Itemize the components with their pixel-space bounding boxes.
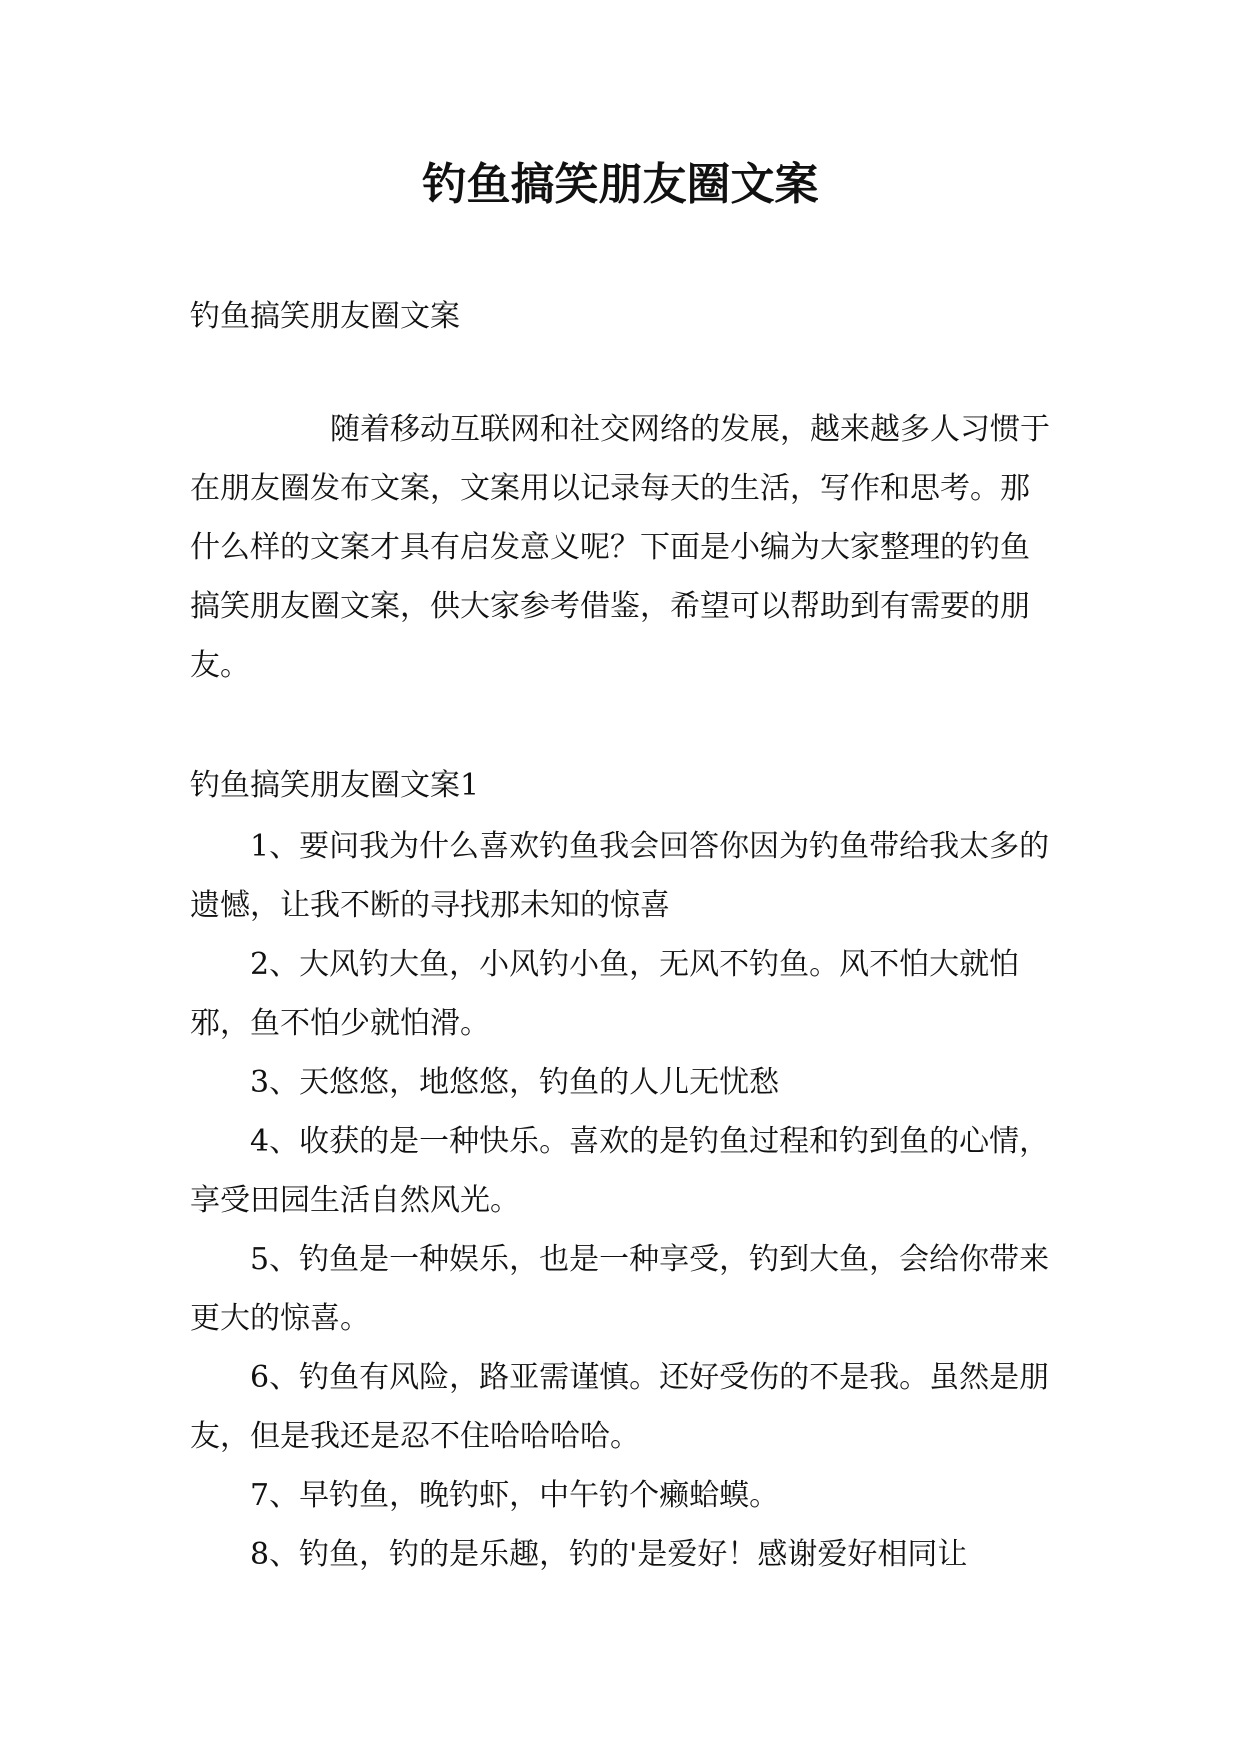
section-heading: 钓鱼搞笑朋友圈文案1 (190, 768, 480, 803)
list-item: 1、要问我为什么喜欢钓鱼我会回答你因为钓鱼带给我太多的遗憾，让我不断的寻找那未知的惊喜 (190, 829, 1050, 923)
list-item: 2、大风钓大鱼，小风钓小鱼，无风不钓鱼。风不怕大就怕邪，鱼不怕少就怕滑。 (190, 947, 1020, 1041)
list-item: 8、钓鱼，钓的是乐趣，钓的'是爱好！感谢爱好相同让 (250, 1537, 968, 1572)
intro-paragraph: 随着移动互联网和社交网络的发展，越来越多人习惯于在朋友圈发布文案，文案用以记录每天的生活，写作和思考。那什么样的文案才具有启发意义呢？下面是小编为大家整理的钓鱼搞笑朋友圈文案，供大家参考借鉴，希望可以帮助到有需要的朋友。 (190, 412, 1050, 683)
list-item: 3、天悠悠，地悠悠，钓鱼的人儿无忧愁 (250, 1065, 780, 1100)
list-item: 5、钓鱼是一种娱乐，也是一种享受，钓到大鱼，会给你带来更大的惊喜。 (190, 1242, 1050, 1336)
document-subtitle: 钓鱼搞笑朋友圈文案 (190, 299, 460, 334)
caption-list (190, 817, 1052, 1584)
list-item: 7、早钓鱼，晚钓虾，中午钓个癞蛤蟆。 (250, 1478, 780, 1513)
document-title: 钓鱼搞笑朋友圈文案 (422, 159, 819, 210)
list-item: 6、钓鱼有风险，路亚需谨慎。还好受伤的不是我。虽然是朋友，但是我还是忍不住哈哈哈哈。 (190, 1360, 1050, 1454)
list-item: 4、收获的是一种快乐。喜欢的是钓鱼过程和钓到鱼的心情，享受田园生活自然风光。 (190, 1124, 1050, 1218)
